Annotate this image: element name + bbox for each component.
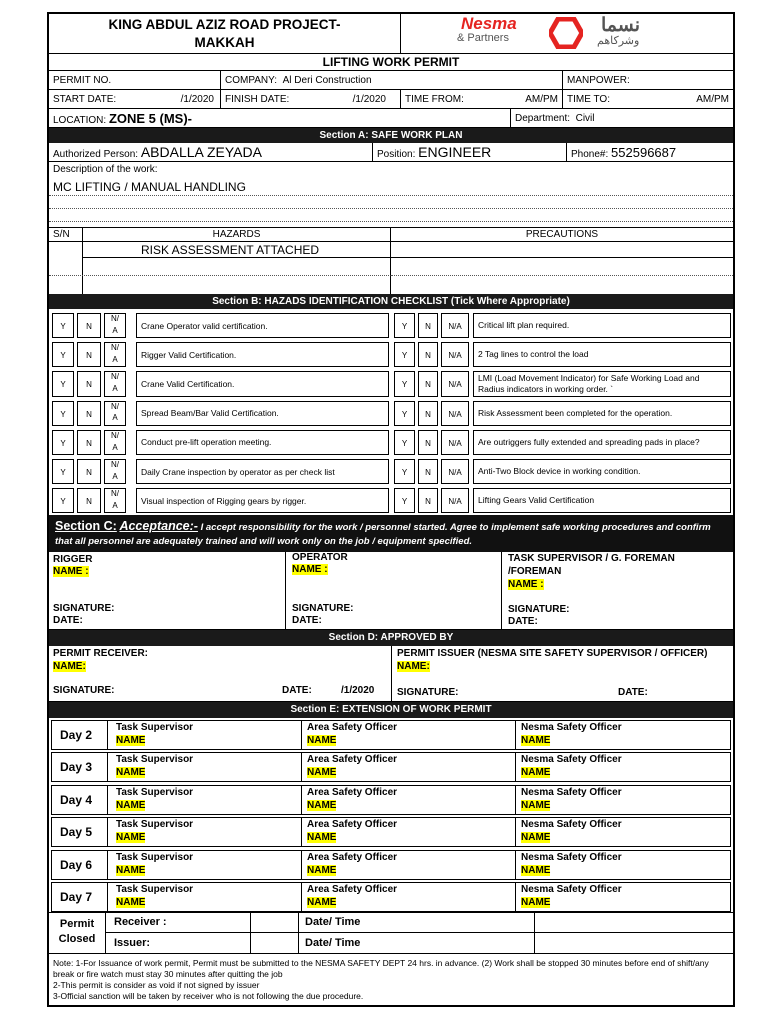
receiver-label: Receiver : [106,913,251,933]
checklist-item-left: Spread Beam/Bar Valid Certification. [136,401,389,426]
department-field: Department: Civil [515,113,595,124]
rigger-block: RIGGER NAME : SIGNATURE: DATE: [49,552,286,630]
permit-issuer: PERMIT ISSUER (NESMA SITE SAFETY SUPERVISOR / OFFICER) NAME: SIGNATURE: DATE: [397,648,708,698]
area-safety-name: NAME [307,767,337,779]
hexagon-logo-icon [549,17,583,49]
checklist-item-left: Crane Operator valid certification. [136,313,389,338]
task-supervisor-name: NAME [116,832,146,844]
na-text-top: N/ [111,430,119,440]
start-date-field: START DATE: /1/2020 [49,90,221,108]
area-safety-cell: Area Safety Officer NAME [302,753,516,781]
logo-partners: & Partners [457,32,509,44]
na-text-top: N/ [111,343,119,353]
description-label: Description of the work: [53,164,158,175]
no-box[interactable]: N [418,371,438,396]
area-safety-cell: Area Safety Officer NAME [302,818,516,846]
checklist-item-left: Rigger Valid Certification. [136,342,389,367]
extension-day-row [51,720,731,750]
dates-row [49,90,733,109]
na-text-bottom: A [112,442,118,452]
task-supervisor-name: NAME [116,767,146,779]
no-box[interactable]: N [77,342,101,367]
extension-days [49,718,733,914]
finish-date-field: FINISH DATE: /1/2020 [221,90,401,108]
nesma-safety-name: NAME [521,767,551,779]
na-text-top: N/ [111,489,119,499]
day-label: Day 7 [52,883,108,911]
na-text-bottom: A [112,413,118,423]
phone-field: Phone#: 552596687 [571,145,677,160]
checklist-item-left: Conduct pre-lift operation meeting. [136,430,389,455]
na-box[interactable] [104,488,126,513]
logo-text-en: Nesma [461,14,517,33]
nesma-safety-name: NAME [521,735,551,746]
section-d-title: Section D: APPROVED BY [49,630,733,646]
no-box[interactable]: N [418,459,438,484]
nesma-safety-cell: Nesma Safety Officer NAME [521,884,622,908]
na-text-top: N/ [111,401,119,411]
no-box[interactable]: N [418,488,438,513]
task-supervisor-cell: Task Supervisor NAME [108,753,302,781]
hazards-header: HAZARDS [83,228,391,242]
task-supervisor-cell: Task Supervisor NAME [108,786,302,814]
yes-box[interactable]: Y [394,371,415,396]
checklist-item-right: Risk Assessment been completed for the operation. [473,401,731,426]
yes-box[interactable]: Y [52,342,74,367]
nesma-safety-cell: Nesma Safety Officer NAME [521,786,622,811]
nesma-safety-cell: Nesma Safety Officer NAME [521,851,622,876]
permit-no-label: PERMIT NO. [49,71,221,89]
checklist-item-right: Critical lift plan required. [473,313,731,338]
na-box[interactable] [104,371,126,396]
na-text-bottom: A [112,500,118,510]
company-logo [401,14,733,54]
na-box[interactable]: N/A [441,313,469,338]
day-label: Day 4 [52,786,108,814]
na-text-bottom: A [112,471,118,481]
description-line [49,209,733,222]
yes-box[interactable]: Y [394,342,415,367]
nesma-safety-name: NAME [521,799,551,811]
day-label: Day 3 [52,753,108,781]
precaution-line [391,258,733,276]
hazard-line [49,258,391,276]
extension-day-row [51,882,731,912]
checklist-item-left: Daily Crane inspection by operator as per check list [136,459,389,484]
operator-name: NAME : [292,564,328,575]
yes-box[interactable]: Y [52,488,74,513]
no-box[interactable]: N [418,313,438,338]
location-field: LOCATION: ZONE 5 (MS)- [49,109,511,127]
na-box[interactable]: N/A [441,459,469,484]
na-box[interactable] [104,459,126,484]
area-safety-name: NAME [307,864,337,876]
precaution-cell [391,242,733,258]
na-box[interactable]: N/A [441,401,469,426]
extension-day-row [51,817,731,847]
operator-block: OPERATOR NAME : SIGNATURE: DATE: [286,552,502,630]
na-box[interactable]: N/A [441,488,469,513]
day-label: Day 2 [52,721,108,749]
permit-receiver: PERMIT RECEIVER: NAME: SIGNATURE: DATE: /1/2020 [49,646,392,702]
permit-info-row [49,71,733,90]
project-title: KING ABDUL AZIZ ROAD PROJECT- MAKKAH [49,14,401,54]
nesma-safety-name: NAME [521,864,551,876]
checklist-item-right: LMI (Load Movement Indicator) for Safe Working Load and Radius indicators in working order. ` [473,371,731,396]
description-line [49,196,733,209]
yes-box[interactable]: Y [394,401,415,426]
supervisor-block: TASK SUPERVISOR / G. FOREMAN /FOREMAN NAME : SIGNATURE: DATE: [508,553,675,627]
receiver-date-time: Date/ Time [299,913,535,933]
area-safety-name: NAME [307,799,337,811]
task-supervisor-cell: Task Supervisor NAME [108,721,302,749]
logo-text-ar-sub: وشركاهم [597,35,640,47]
section-c-header: Section C: Acceptance:- I accept responsibility for the work / personnel started. Agree to implement safe working procedures and confirm that all personnel are adequately trained and will work only on the job / equipment specified. [49,515,733,552]
issuer-date-time: Date/ Time [299,933,535,953]
receiver-name: NAME: [53,661,86,672]
issuer-name: NAME: [397,661,430,672]
nesma-safety-cell: Nesma Safety Officer NAME [521,722,622,746]
precautions-header: PRECAUTIONS [391,228,733,242]
manpower-label: MANPOWER: [567,75,630,86]
nesma-safety-name: NAME [521,897,551,908]
task-supervisor-name: NAME [116,799,146,811]
extension-day-row [51,850,731,880]
note-2: 2-This permit is consider as void if not signed by issuer [53,980,260,990]
area-safety-cell: Area Safety Officer NAME [302,721,516,749]
area-safety-cell: Area Safety Officer NAME [302,851,516,879]
extension-day-row [51,785,731,815]
area-safety-name: NAME [307,832,337,844]
na-box[interactable]: N/A [441,342,469,367]
no-box[interactable]: N [77,488,101,513]
area-safety-name: NAME [307,897,337,908]
na-text-bottom: A [112,354,118,364]
authorized-row [49,143,733,162]
na-box[interactable]: N/A [441,371,469,396]
task-supervisor-cell: Task Supervisor NAME [108,818,302,846]
task-supervisor-name: NAME [116,897,146,908]
time-to-field: TIME TO: AM/PM [567,94,729,105]
no-box[interactable]: N [77,371,101,396]
section-e-title: Section E: EXTENSION OF WORK PERMIT [49,702,733,718]
nesma-safety-cell: Nesma Safety Officer NAME [521,819,622,844]
sn-header: S/N [49,228,83,242]
logo-text-ar: نسما [601,15,641,36]
checklist [49,309,733,513]
section-a-title: Section A: SAFE WORK PLAN [49,128,733,143]
hazard-value: RISK ASSESSMENT ATTACHED [83,242,391,258]
note-1: Note: 1-For Issuance of work permit, Permit must be submitted to the NESMA SAFETY DEPT 24 hrs. in advance. (2) Work shall be stopped 30 minutes before end of shift/any break or fire watch must stay 30 minutes after quitting the job [53,958,709,979]
no-box[interactable]: N [418,430,438,455]
notes [49,958,733,1006]
description-value: MC LIFTING / MANUAL HANDLING [49,178,733,196]
na-text-bottom: A [112,384,118,394]
extension-day-row [51,752,731,782]
permit-closed-label: Permit Closed [49,913,106,953]
day-label: Day 6 [52,851,108,879]
yes-box[interactable]: Y [394,313,415,338]
nesma-safety-name: NAME [521,832,551,844]
na-box[interactable] [104,401,126,426]
na-text-top: N/ [111,314,119,323]
checklist-item-left: Visual inspection of Rigging gears by rigger. [136,488,389,513]
no-box[interactable]: N [77,430,101,455]
authorized-person-field: Authorized Person: ABDALLA ZEYADA [49,143,373,161]
na-box[interactable] [104,430,126,455]
checklist-item-right: Are outriggers fully extended and spreading pads in place? [473,430,731,455]
no-box[interactable]: N [77,401,101,426]
no-box[interactable]: N [77,313,101,338]
hazard-line [83,276,391,294]
no-box[interactable]: N [77,459,101,484]
yes-box[interactable]: Y [52,313,74,338]
no-box[interactable]: N [418,401,438,426]
checklist-item-right: 2 Tag lines to control the load [473,342,731,367]
location-row [49,109,733,128]
hazards-table [49,228,733,294]
supervisor-name: NAME : [508,579,544,590]
position-field: Position: ENGINEER [373,143,567,161]
issuer-sign-cell [251,933,299,953]
permit-title: LIFTING WORK PERMIT [49,54,733,71]
task-supervisor-cell: Task Supervisor NAME [108,883,302,911]
yes-box[interactable]: Y [52,401,74,426]
permit-closed-block [49,912,733,954]
task-supervisor-name: NAME [116,735,146,746]
time-from-field: TIME FROM: AM/PM [401,90,563,108]
yes-box[interactable]: Y [52,430,74,455]
nesma-safety-cell: Nesma Safety Officer NAME [521,754,622,779]
task-supervisor-cell: Task Supervisor NAME [108,851,302,879]
task-supervisor-name: NAME [116,864,146,876]
area-safety-name: NAME [307,735,337,746]
company-field: COMPANY: Al Deri Construction [221,71,563,89]
yes-box[interactable]: Y [394,488,415,513]
na-text-top: N/ [111,372,119,382]
checklist-item-right: Lifting Gears Valid Certification [473,488,731,513]
yes-box[interactable]: Y [394,430,415,455]
na-box[interactable] [104,313,126,338]
approval-block [49,646,733,702]
issuer-label: Issuer: [106,933,251,953]
header [49,14,733,54]
area-safety-cell: Area Safety Officer NAME [302,786,516,814]
yes-box[interactable]: Y [394,459,415,484]
na-text-bottom: A [112,325,118,335]
receiver-date-cell [535,913,733,933]
receiver-sign-cell [251,913,299,933]
rigger-name: NAME : [53,566,89,577]
note-3: 3-Official sanction will be taken by receiver who is not following the due procedure. [53,991,364,1001]
yes-box[interactable]: Y [52,371,74,396]
na-box[interactable] [104,342,126,367]
section-b-title: Section B: HAZADS IDENTIFICATION CHECKLIST (Tick Where Appropriate) [49,294,733,309]
area-safety-cell: Area Safety Officer NAME [302,883,516,911]
checklist-item-right: Anti-Two Block device in working condition. [473,459,731,484]
day-label: Day 5 [52,818,108,846]
permit-form [47,12,735,1007]
acceptance-signatures [49,552,733,630]
yes-box[interactable]: Y [52,459,74,484]
checklist-item-left: Crane Valid Certification. [136,371,389,396]
no-box[interactable]: N [418,342,438,367]
na-text-top: N/ [111,460,119,469]
na-box[interactable]: N/A [441,430,469,455]
